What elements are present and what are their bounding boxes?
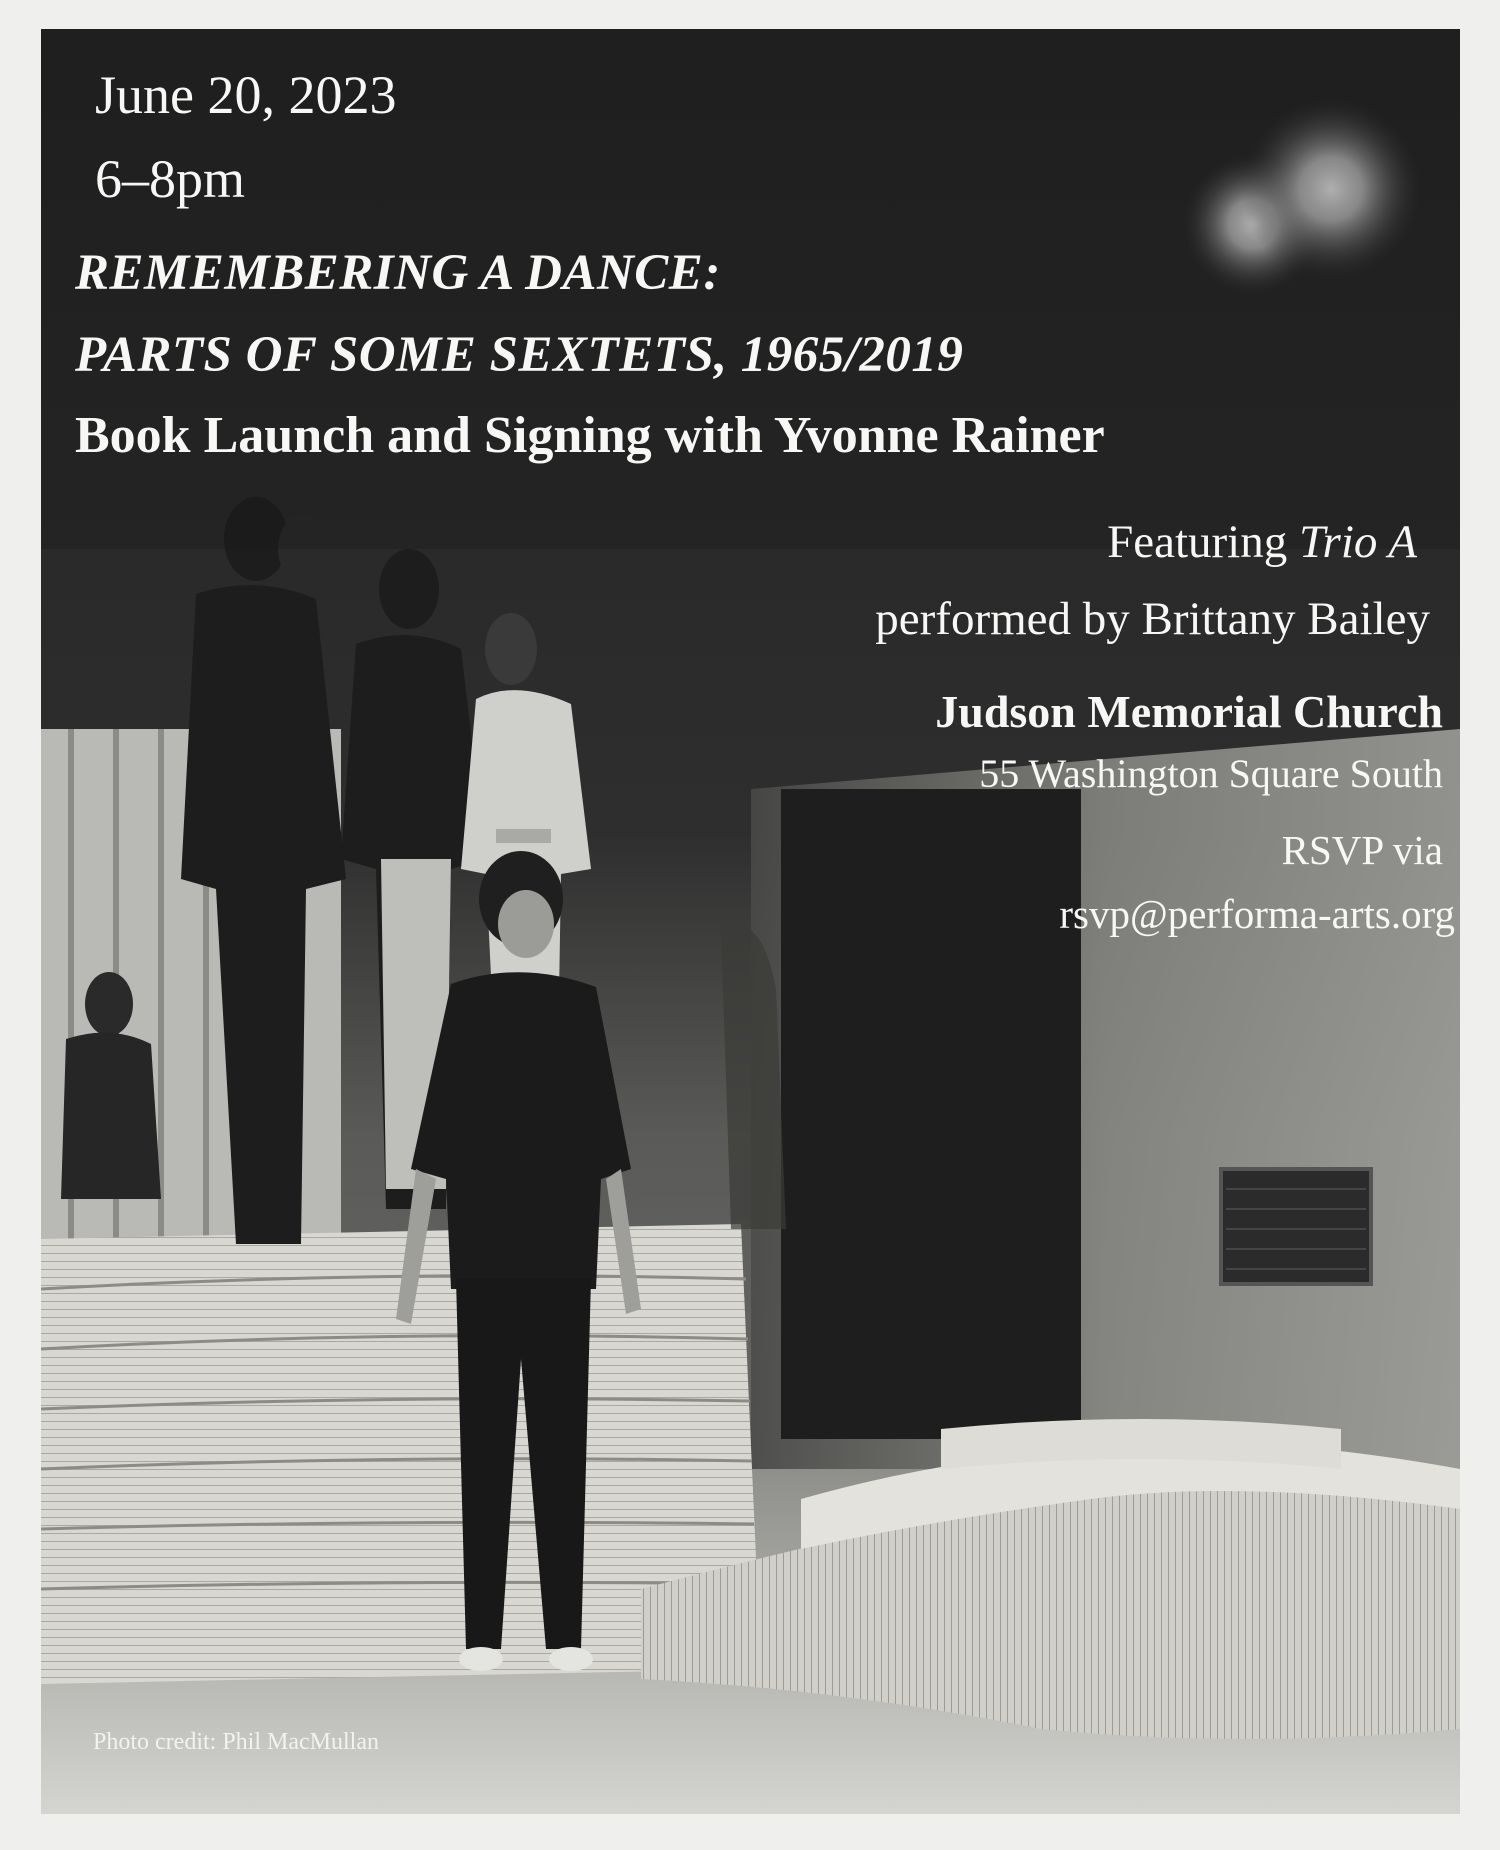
event-time: 6–8pm (95, 149, 246, 209)
event-date: June 20, 2023 (95, 65, 397, 125)
photo-credit: Photo credit: Phil MacMullan (93, 1729, 379, 1755)
featuring-prefix: Featuring (1107, 516, 1299, 568)
event-subtitle: Book Launch and Signing with Yvonne Rainer (75, 407, 1105, 464)
featured-work-title: Trio A (1298, 516, 1417, 568)
rsvp-label: RSVP via (1281, 827, 1443, 873)
event-title-line-2: PARTS OF SOME SEXTETS, 1965/2019 (75, 327, 964, 383)
performer-line: performed by Brittany Bailey (875, 593, 1430, 645)
rsvp-email[interactable]: rsvp@performa-arts.org (1059, 891, 1455, 937)
featuring-line (1107, 515, 1417, 569)
event-title-line-1: REMEMBERING A DANCE: (75, 245, 721, 301)
venue-name: Judson Memorial Church (935, 686, 1443, 737)
venue-address: 55 Washington Square South (979, 751, 1443, 796)
